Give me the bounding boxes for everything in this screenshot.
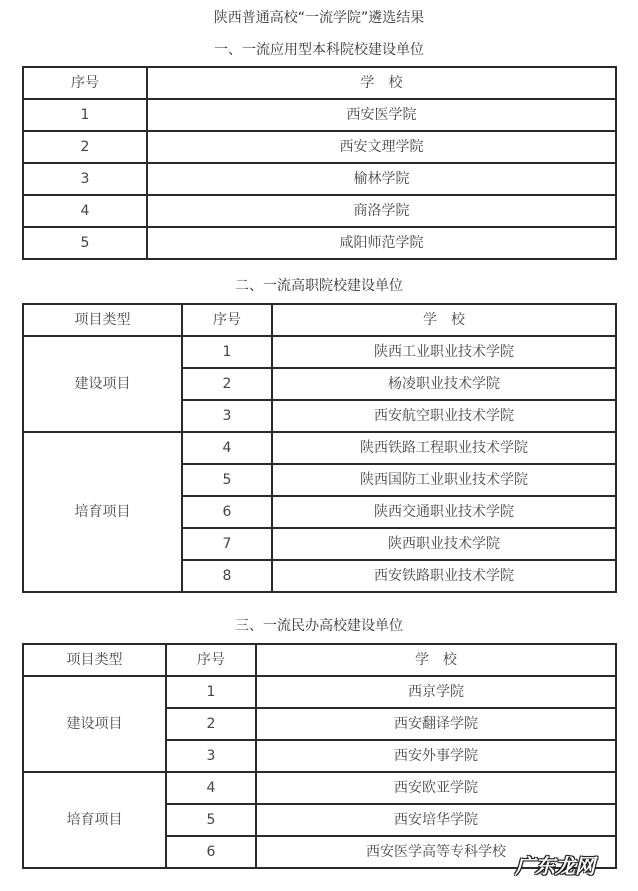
cell-school: 西安医学高等专科学校 [256, 836, 616, 868]
cell-school: 陕西职业技术学院 [272, 528, 616, 560]
cell-school: 陕西铁路工程职业技术学院 [272, 432, 616, 464]
cell-school: 陕西国防工业职业技术学院 [272, 464, 616, 496]
table-row [23, 432, 616, 464]
cell-school: 咸阳师范学院 [147, 227, 616, 259]
table-row [23, 676, 616, 708]
cell-no: 6 [182, 496, 272, 528]
cell-no: 5 [23, 227, 147, 259]
section2-heading: 二、一流高职院校建设单位 [235, 278, 403, 294]
table-header-row [23, 67, 616, 99]
cell-type: 培育项目 [23, 772, 166, 868]
table-row [23, 131, 616, 163]
cell-no: 1 [23, 99, 147, 131]
header-no: 序号 [166, 644, 256, 676]
cell-school: 陕西工业职业技术学院 [272, 336, 616, 368]
cell-no: 3 [182, 400, 272, 432]
cell-no: 5 [182, 464, 272, 496]
section3-heading: 三、一流民办高校建设单位 [235, 618, 403, 634]
cell-school: 陕西交通职业技术学院 [272, 496, 616, 528]
cell-school: 西安翻译学院 [256, 708, 616, 740]
cell-school: 西安培华学院 [256, 804, 616, 836]
cell-type: 培育项目 [23, 432, 182, 592]
cell-no: 5 [166, 804, 256, 836]
cell-no: 1 [166, 676, 256, 708]
document-title: 陕西普通高校“一流学院”遴选结果 [213, 10, 425, 26]
cell-school: 商洛学院 [147, 195, 616, 227]
table-row [23, 163, 616, 195]
cell-no: 6 [166, 836, 256, 868]
header-school: 学 校 [272, 304, 616, 336]
watermark-logo: 广东龙网 [515, 854, 595, 878]
cell-school: 西安铁路职业技术学院 [272, 560, 616, 592]
cell-no: 4 [182, 432, 272, 464]
cell-no: 2 [166, 708, 256, 740]
cell-school: 西安外事学院 [256, 740, 616, 772]
cell-no: 8 [182, 560, 272, 592]
cell-no: 2 [23, 131, 147, 163]
header-school: 学 校 [147, 67, 616, 99]
header-no: 序号 [182, 304, 272, 336]
header-no: 序号 [23, 67, 147, 99]
cell-no: 3 [166, 740, 256, 772]
cell-school: 西安医学院 [147, 99, 616, 131]
cell-no: 1 [182, 336, 272, 368]
cell-no: 7 [182, 528, 272, 560]
cell-school: 西安欧亚学院 [256, 772, 616, 804]
table-row [23, 227, 616, 259]
table-applied-undergrad [22, 66, 617, 260]
cell-school: 榆林学院 [147, 163, 616, 195]
table-row [23, 99, 616, 131]
cell-school: 西安文理学院 [147, 131, 616, 163]
cell-school: 西京学院 [256, 676, 616, 708]
cell-no: 4 [166, 772, 256, 804]
cell-no: 2 [182, 368, 272, 400]
table-row [23, 195, 616, 227]
header-school: 学 校 [256, 644, 616, 676]
table-row [23, 772, 616, 804]
cell-school: 西安航空职业技术学院 [272, 400, 616, 432]
header-type: 项目类型 [23, 304, 182, 336]
cell-school: 杨凌职业技术学院 [272, 368, 616, 400]
table-vocational [22, 303, 617, 593]
section1-heading: 一、一流应用型本科院校建设单位 [214, 42, 424, 58]
cell-no: 4 [23, 195, 147, 227]
cell-no: 3 [23, 163, 147, 195]
table-header-row [23, 644, 616, 676]
header-type: 项目类型 [23, 644, 166, 676]
table-row [23, 336, 616, 368]
cell-type: 建设项目 [23, 676, 166, 772]
table-header-row [23, 304, 616, 336]
cell-type: 建设项目 [23, 336, 182, 432]
table-private [22, 643, 617, 869]
